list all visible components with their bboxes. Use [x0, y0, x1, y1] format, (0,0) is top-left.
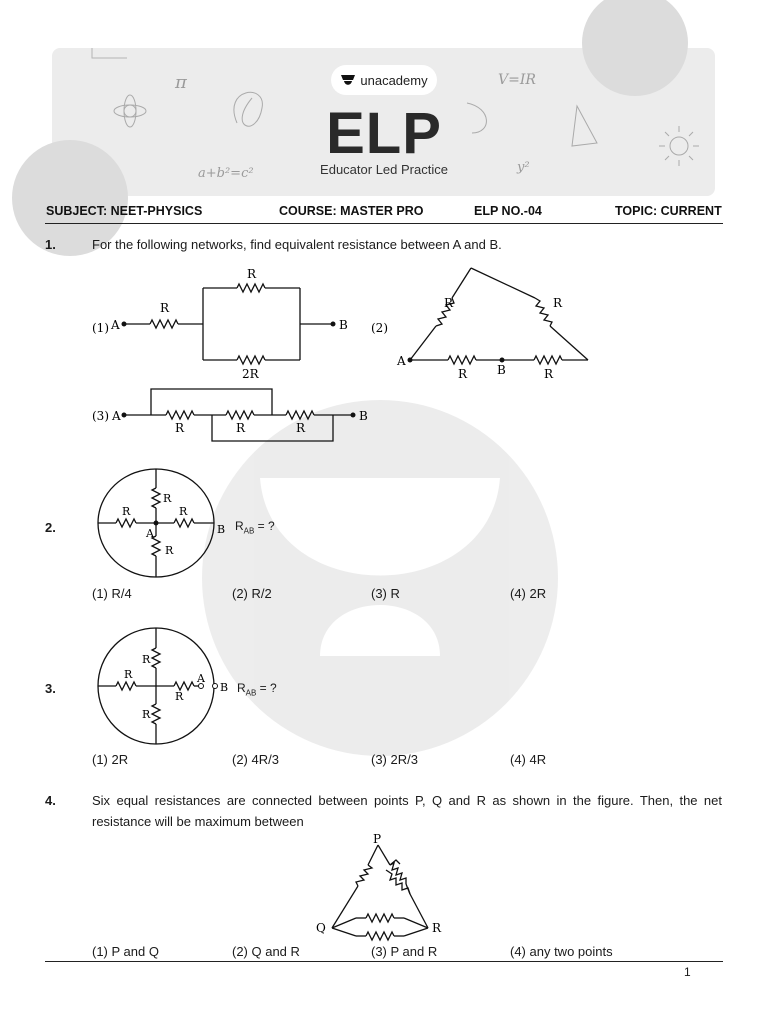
q3-option-1: (1) 2R: [92, 752, 129, 767]
elp-title: ELP: [326, 101, 442, 166]
q3-rab-subscript: AB: [245, 688, 257, 698]
q1-f3-label-r2: R: [236, 421, 246, 435]
q1-f2-point-a: A: [397, 354, 406, 368]
q1-f2-label-b1: R: [458, 367, 468, 381]
q1-f2-tag: (2): [371, 321, 388, 335]
header-divider: [45, 223, 723, 224]
q2-point-b: B: [217, 523, 226, 536]
q2-rab-symbol: R: [235, 519, 244, 533]
q2-number: 2.: [45, 520, 56, 535]
q1-f2-point-b: B: [497, 363, 506, 377]
q1-f1-point-b: B: [339, 318, 348, 332]
subject-label: SUBJECT: NEET-PHYSICS: [46, 204, 203, 218]
q1-f3-point-b: B: [359, 409, 368, 423]
q3-rab-question: [237, 681, 277, 697]
q4-number: 4.: [45, 793, 56, 808]
watermark-logo: [200, 398, 560, 758]
q3-number: 3.: [45, 681, 56, 696]
y-squared-doodle: y²: [517, 160, 530, 175]
q1-f1-point-a: A: [111, 318, 120, 332]
q2-option-4: (4) 2R: [510, 586, 547, 601]
q1-f2-label-left: R: [444, 296, 454, 310]
q4-text: Six equal resistances are connected between points P, Q and R as shown in the figure. Then, the net resistance will be maximum between: [92, 793, 722, 829]
q1-f2-label-right: R: [553, 296, 563, 310]
q2-label-r-right: R: [179, 505, 188, 518]
q1-f3-label-r3: R: [296, 421, 306, 435]
pi-doodle: π: [175, 72, 187, 93]
q1-f3-point-a: A: [112, 409, 121, 423]
unacademy-logo: [331, 65, 437, 95]
q3-rab-tail: = ?: [256, 681, 277, 695]
q2-circuit: [94, 466, 224, 584]
q3-circuit: [94, 626, 234, 748]
q4-option-3: (3) P and R: [371, 944, 438, 959]
q4-point-r: R: [432, 921, 442, 935]
q3-label-r-bottom: R: [142, 708, 151, 721]
q4-option-2: (2) Q and R: [232, 944, 300, 959]
q1-figure-1: [90, 262, 380, 386]
unacademy-logo-icon: [340, 74, 356, 87]
q3-option-3: (3) 2R/3: [371, 752, 418, 767]
q1-f1-label-r: R: [160, 301, 170, 315]
q2-rab-question: [235, 519, 275, 535]
q1-f3-label-r1: R: [175, 421, 185, 435]
q2-rab-subscript: AB: [243, 526, 255, 536]
q1-f1-tag: (1): [92, 321, 109, 335]
pythagoras-doodle: a+b²=c²: [198, 166, 254, 181]
q3-rab-symbol: R: [237, 681, 246, 695]
q3-option-4: (4) 4R: [510, 752, 547, 767]
q4-circuit: [310, 830, 450, 940]
q2-point-a: A: [146, 527, 154, 540]
q3-point-b: B: [220, 681, 229, 694]
q2-rab-tail: = ?: [254, 519, 275, 533]
elp-subtitle: Educator Led Practice: [320, 162, 448, 177]
q1-number: 1.: [45, 237, 56, 252]
q3-label-r-right: R: [175, 690, 184, 703]
q1-f1-label-2r: 2R: [242, 367, 259, 381]
q1-figure-3: [90, 384, 390, 446]
q4-option-4: (4) any two points: [510, 944, 613, 959]
q1-f3-tag: (3): [92, 409, 109, 423]
q1-f2-label-b2: R: [544, 367, 554, 381]
q2-option-2: (2) R/2: [232, 586, 272, 601]
elp-number: ELP NO.-04: [474, 204, 542, 218]
brand-name: unacademy: [360, 72, 428, 88]
course-label: COURSE: MASTER PRO: [279, 204, 424, 218]
q1-text: For the following networks, find equivalent resistance between A and B.: [92, 237, 502, 252]
page-number: 1: [684, 965, 691, 979]
q4-point-q: Q: [316, 921, 326, 935]
q4-point-p: P: [373, 832, 382, 846]
q1-f1-label-r-top: R: [247, 267, 257, 281]
q1-figure-2: [368, 262, 598, 380]
q3-label-r-top: R: [142, 653, 151, 666]
topic-label: TOPIC: CURRENT: [615, 204, 722, 218]
q3-point-a: A: [197, 672, 205, 685]
q2-option-1: (1) R/4: [92, 586, 132, 601]
q4-option-1: (1) P and Q: [92, 944, 159, 959]
q2-option-3: (3) R: [371, 586, 400, 601]
footer-divider: [45, 961, 723, 962]
q3-label-r-left: R: [124, 668, 133, 681]
q2-label-r-left: R: [122, 505, 131, 518]
ohms-law-doodle: V=IR: [498, 72, 536, 88]
q3-option-2: (2) 4R/3: [232, 752, 279, 767]
q2-label-r-top: R: [163, 492, 172, 505]
q2-label-r-bottom: R: [165, 544, 174, 557]
